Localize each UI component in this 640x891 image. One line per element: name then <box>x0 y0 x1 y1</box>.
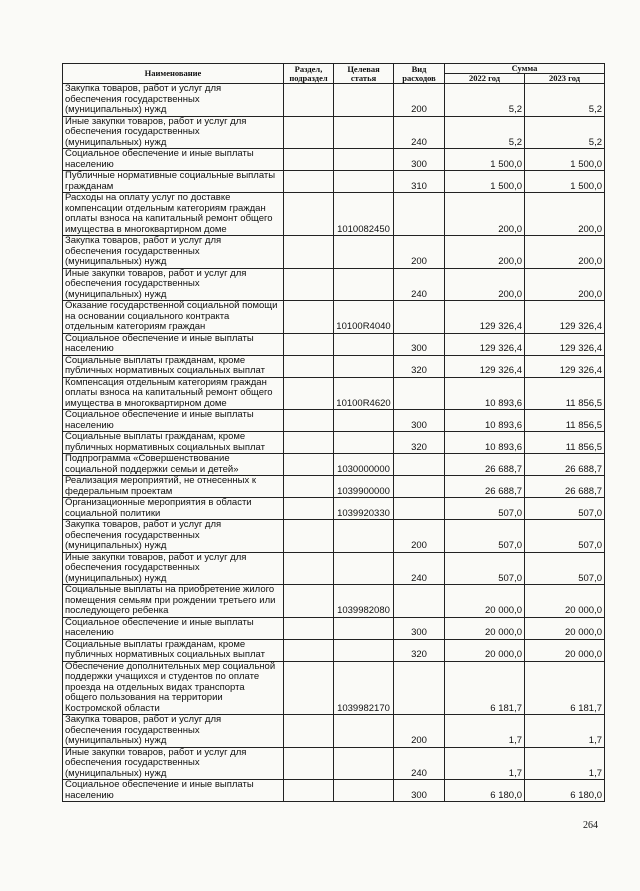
cell-type <box>394 585 445 618</box>
cell-name: Закупка товаров, работ и услуг для обеспечения государственных (муниципальных) нужд <box>63 236 284 269</box>
cell-target: 10100R4040 <box>334 301 394 334</box>
cell-sum-2022: 10 893,6 <box>445 377 525 410</box>
cell-target: 1039920330 <box>334 498 394 520</box>
cell-target <box>334 171 394 193</box>
cell-section <box>284 432 334 454</box>
cell-sum-2023: 6 180,0 <box>525 780 605 802</box>
cell-name: Закупка товаров, работ и услуг для обеспечения государственных (муниципальных) нужд <box>63 715 284 748</box>
cell-section <box>284 355 334 377</box>
table-row <box>63 498 605 520</box>
cell-sum-2022: 507,0 <box>445 520 525 553</box>
cell-type: 320 <box>394 639 445 661</box>
cell-section <box>284 747 334 780</box>
cell-target <box>334 333 394 355</box>
cell-section <box>284 84 334 117</box>
cell-sum-2023: 26 688,7 <box>525 476 605 498</box>
cell-name: Социальное обеспечение и иные выплаты населению <box>63 617 284 639</box>
cell-sum-2022: 6 181,7 <box>445 661 525 715</box>
cell-sum-2022: 6 180,0 <box>445 780 525 802</box>
cell-sum-2023: 6 181,7 <box>525 661 605 715</box>
cell-name: Подпрограмма «Совершенствование социальной поддержки семьи и детей» <box>63 454 284 476</box>
cell-section <box>284 454 334 476</box>
cell-name: Реализация мероприятий, не отнесенных к федеральным проектам <box>63 476 284 498</box>
cell-section <box>284 333 334 355</box>
header-target: Целевая статья <box>334 64 394 84</box>
cell-name: Расходы на оплату услуг по доставке компенсации отдельным категориям граждан оплаты взноса на капитальный ремонт общего имущества в многоквартирном доме <box>63 193 284 236</box>
cell-section <box>284 193 334 236</box>
cell-section <box>284 116 334 149</box>
cell-section <box>284 617 334 639</box>
table-row <box>63 333 605 355</box>
cell-section <box>284 585 334 618</box>
cell-target <box>334 355 394 377</box>
cell-target <box>334 747 394 780</box>
table-row <box>63 585 605 618</box>
table-row <box>63 410 605 432</box>
cell-target: 1039982080 <box>334 585 394 618</box>
cell-sum-2023: 26 688,7 <box>525 454 605 476</box>
cell-name: Оказание государственной социальной помощи на основании социального контракта отдельным категориям граждан <box>63 301 284 334</box>
cell-sum-2023: 129 326,4 <box>525 301 605 334</box>
cell-sum-2022: 200,0 <box>445 268 525 301</box>
header-section: Раздел, подраздел <box>284 64 334 84</box>
cell-section <box>284 780 334 802</box>
cell-section <box>284 377 334 410</box>
cell-sum-2022: 10 893,6 <box>445 432 525 454</box>
cell-section <box>284 552 334 585</box>
cell-type <box>394 377 445 410</box>
cell-sum-2022: 129 326,4 <box>445 301 525 334</box>
cell-section <box>284 171 334 193</box>
cell-name: Социальные выплаты гражданам, кроме публичных нормативных социальных выплат <box>63 355 284 377</box>
table-row <box>63 476 605 498</box>
cell-section <box>284 639 334 661</box>
cell-section <box>284 410 334 432</box>
table-row <box>63 661 605 715</box>
table-row <box>63 780 605 802</box>
cell-name: Социальное обеспечение и иные выплаты населению <box>63 333 284 355</box>
cell-sum-2022: 1,7 <box>445 747 525 780</box>
cell-target <box>334 432 394 454</box>
cell-section <box>284 520 334 553</box>
cell-sum-2022: 1,7 <box>445 715 525 748</box>
table-row <box>63 520 605 553</box>
table-row <box>63 639 605 661</box>
cell-target <box>334 617 394 639</box>
cell-type: 320 <box>394 355 445 377</box>
table-row <box>63 149 605 171</box>
cell-type: 320 <box>394 432 445 454</box>
cell-section <box>284 715 334 748</box>
cell-sum-2023: 11 856,5 <box>525 377 605 410</box>
cell-target <box>334 410 394 432</box>
header-year-2023: 2023 год <box>525 74 605 84</box>
cell-name: Иные закупки товаров, работ и услуг для обеспечения государственных (муниципальных) нужд <box>63 747 284 780</box>
cell-target <box>334 715 394 748</box>
cell-name: Иные закупки товаров, работ и услуг для обеспечения государственных (муниципальных) нужд <box>63 116 284 149</box>
cell-sum-2022: 5,2 <box>445 116 525 149</box>
table-row <box>63 171 605 193</box>
cell-type: 200 <box>394 520 445 553</box>
cell-name: Компенсация отдельным категориям граждан оплаты взноса на капитальный ремонт общего имущества в многоквартирном доме <box>63 377 284 410</box>
table-row <box>63 747 605 780</box>
cell-name: Обеспечение дополнительных мер социальной поддержки учащихся и студентов по оплате проезда на отдельных видах транспорта общего пользования на территории Костромской области <box>63 661 284 715</box>
table-row <box>63 236 605 269</box>
cell-sum-2022: 200,0 <box>445 193 525 236</box>
cell-sum-2023: 1 500,0 <box>525 171 605 193</box>
table-row <box>63 454 605 476</box>
cell-sum-2022: 507,0 <box>445 552 525 585</box>
cell-sum-2023: 11 856,5 <box>525 410 605 432</box>
table-row <box>63 84 605 117</box>
cell-type: 200 <box>394 236 445 269</box>
cell-section <box>284 268 334 301</box>
cell-sum-2023: 129 326,4 <box>525 333 605 355</box>
cell-sum-2022: 129 326,4 <box>445 333 525 355</box>
budget-table <box>62 63 605 802</box>
cell-section <box>284 661 334 715</box>
cell-sum-2023: 129 326,4 <box>525 355 605 377</box>
cell-target: 1039900000 <box>334 476 394 498</box>
cell-sum-2023: 1,7 <box>525 715 605 748</box>
cell-sum-2023: 507,0 <box>525 552 605 585</box>
cell-name: Социальные выплаты гражданам, кроме публичных нормативных социальных выплат <box>63 639 284 661</box>
cell-target: 1030000000 <box>334 454 394 476</box>
table-body <box>63 84 605 802</box>
cell-target <box>334 84 394 117</box>
table-row <box>63 432 605 454</box>
cell-type: 300 <box>394 780 445 802</box>
cell-sum-2022: 20 000,0 <box>445 617 525 639</box>
cell-section <box>284 236 334 269</box>
cell-name: Социальное обеспечение и иные выплаты населению <box>63 410 284 432</box>
cell-sum-2022: 5,2 <box>445 84 525 117</box>
table-header <box>63 64 605 84</box>
cell-target <box>334 552 394 585</box>
table-row <box>63 301 605 334</box>
cell-sum-2022: 10 893,6 <box>445 410 525 432</box>
cell-sum-2023: 507,0 <box>525 498 605 520</box>
cell-target <box>334 268 394 301</box>
cell-type: 200 <box>394 84 445 117</box>
table-row <box>63 116 605 149</box>
cell-target <box>334 520 394 553</box>
cell-type <box>394 193 445 236</box>
cell-sum-2022: 20 000,0 <box>445 639 525 661</box>
header-name: Наименование <box>63 64 284 84</box>
cell-target: 1010082450 <box>334 193 394 236</box>
cell-type: 240 <box>394 268 445 301</box>
cell-type: 240 <box>394 747 445 780</box>
cell-section <box>284 301 334 334</box>
cell-name: Социальное обеспечение и иные выплаты населению <box>63 780 284 802</box>
cell-target <box>334 116 394 149</box>
table-row <box>63 193 605 236</box>
cell-sum-2022: 1 500,0 <box>445 171 525 193</box>
cell-type <box>394 476 445 498</box>
cell-target <box>334 639 394 661</box>
cell-section <box>284 498 334 520</box>
cell-sum-2023: 200,0 <box>525 268 605 301</box>
cell-sum-2023: 1,7 <box>525 747 605 780</box>
cell-target: 10100R4620 <box>334 377 394 410</box>
cell-type <box>394 301 445 334</box>
cell-target: 1039982170 <box>334 661 394 715</box>
table-row <box>63 617 605 639</box>
table-row <box>63 377 605 410</box>
table-row <box>63 552 605 585</box>
cell-type: 300 <box>394 410 445 432</box>
table-row <box>63 355 605 377</box>
cell-type: 240 <box>394 552 445 585</box>
cell-target <box>334 149 394 171</box>
cell-sum-2022: 26 688,7 <box>445 454 525 476</box>
cell-name: Иные закупки товаров, работ и услуг для обеспечения государственных (муниципальных) нужд <box>63 552 284 585</box>
cell-section <box>284 476 334 498</box>
cell-sum-2023: 20 000,0 <box>525 617 605 639</box>
cell-sum-2023: 200,0 <box>525 193 605 236</box>
cell-sum-2022: 507,0 <box>445 498 525 520</box>
cell-name: Социальное обеспечение и иные выплаты населению <box>63 149 284 171</box>
cell-sum-2022: 20 000,0 <box>445 585 525 618</box>
cell-sum-2023: 5,2 <box>525 84 605 117</box>
cell-sum-2023: 5,2 <box>525 116 605 149</box>
cell-section <box>284 149 334 171</box>
cell-type: 310 <box>394 171 445 193</box>
header-sum: Сумма <box>445 64 605 74</box>
cell-sum-2022: 1 500,0 <box>445 149 525 171</box>
cell-sum-2023: 20 000,0 <box>525 585 605 618</box>
cell-type: 300 <box>394 149 445 171</box>
cell-sum-2023: 11 856,5 <box>525 432 605 454</box>
header-type: Вид расходов <box>394 64 445 84</box>
cell-name: Закупка товаров, работ и услуг для обеспечения государственных (муниципальных) нужд <box>63 84 284 117</box>
cell-name: Социальные выплаты на приобретение жилого помещения семьям при рождении третьего или последующего ребенка <box>63 585 284 618</box>
cell-type: 200 <box>394 715 445 748</box>
cell-name: Публичные нормативные социальные выплаты гражданам <box>63 171 284 193</box>
cell-target <box>334 236 394 269</box>
cell-sum-2022: 26 688,7 <box>445 476 525 498</box>
cell-sum-2023: 200,0 <box>525 236 605 269</box>
cell-type: 240 <box>394 116 445 149</box>
cell-type: 300 <box>394 333 445 355</box>
header-year-2022: 2022 год <box>445 74 525 84</box>
cell-name: Организационные мероприятия в области социальной политики <box>63 498 284 520</box>
cell-sum-2023: 1 500,0 <box>525 149 605 171</box>
cell-sum-2022: 129 326,4 <box>445 355 525 377</box>
cell-sum-2023: 20 000,0 <box>525 639 605 661</box>
cell-name: Закупка товаров, работ и услуг для обеспечения государственных (муниципальных) нужд <box>63 520 284 553</box>
cell-type <box>394 454 445 476</box>
cell-type <box>394 498 445 520</box>
cell-type <box>394 661 445 715</box>
cell-sum-2023: 507,0 <box>525 520 605 553</box>
table-row <box>63 268 605 301</box>
cell-sum-2022: 200,0 <box>445 236 525 269</box>
cell-name: Социальные выплаты гражданам, кроме публичных нормативных социальных выплат <box>63 432 284 454</box>
table-row <box>63 715 605 748</box>
cell-type: 300 <box>394 617 445 639</box>
page-number: 264 <box>583 820 598 831</box>
cell-name: Иные закупки товаров, работ и услуг для обеспечения государственных (муниципальных) нужд <box>63 268 284 301</box>
cell-target <box>334 780 394 802</box>
